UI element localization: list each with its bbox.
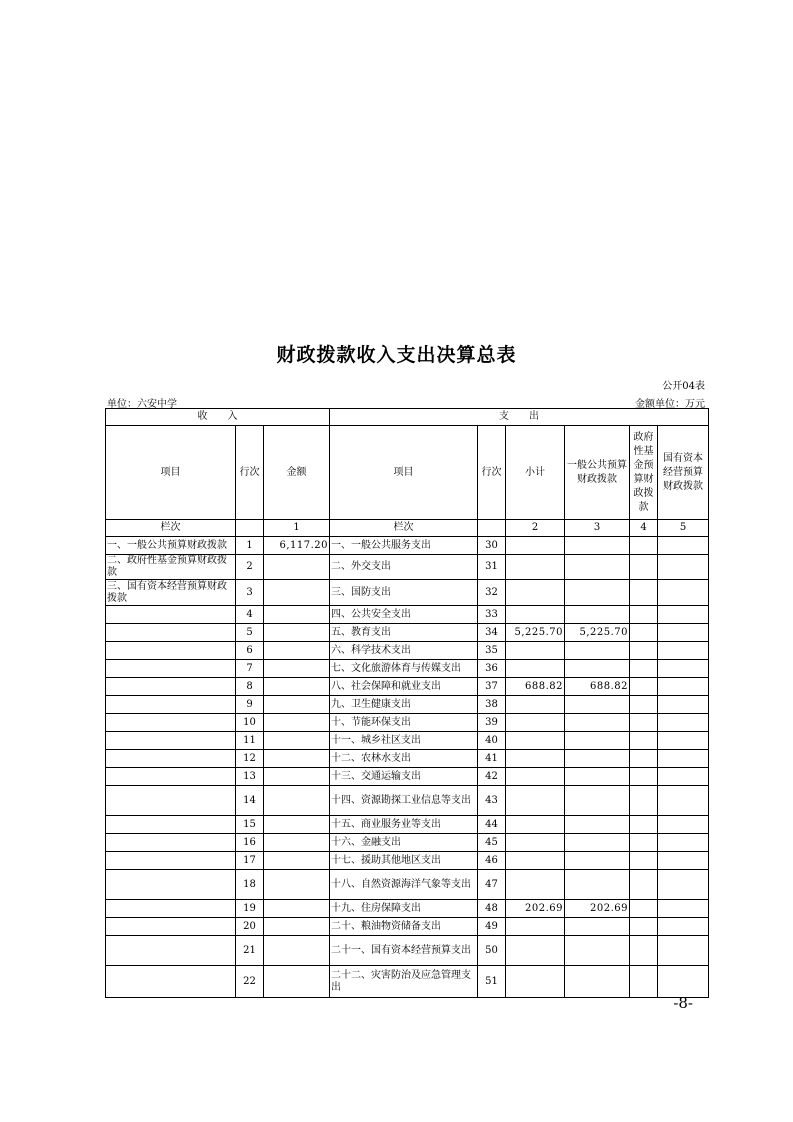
table-row: [106, 816, 709, 834]
state-capital-cell: [658, 678, 709, 696]
income-line-cell: 15: [236, 816, 264, 834]
table-row: [106, 537, 709, 555]
income-section-header: 收 入: [106, 409, 330, 426]
expense-line-cell: 45: [478, 834, 506, 852]
income-line-cell: 8: [236, 678, 264, 696]
income-line-cell: 11: [236, 732, 264, 750]
subtotal-cell: [506, 660, 565, 678]
table-row: [106, 834, 709, 852]
subtotal-cell: [506, 750, 565, 768]
expense-line-cell: 43: [478, 786, 506, 816]
income-item-cell: [106, 642, 236, 660]
state-capital-cell: [658, 870, 709, 900]
subtotal-cell: [506, 966, 565, 998]
expense-item-cell: 十二、农林水支出: [330, 750, 478, 768]
reporting-unit: 单位：六安中学: [107, 399, 177, 410]
expense-line-cell: 33: [478, 606, 506, 624]
income-amount-cell: [264, 580, 330, 606]
expense-line-cell: 42: [478, 768, 506, 786]
general-budget-cell: [565, 750, 630, 768]
expense-item-cell: 五、教育支出: [330, 624, 478, 642]
state-capital-cell: [658, 642, 709, 660]
state-capital-cell: [658, 768, 709, 786]
income-item-header: 项目: [106, 426, 236, 520]
income-item-cell: [106, 696, 236, 714]
gov-fund-header: 政府性基金预算财政拨款: [630, 426, 658, 520]
state-capital-cell: [658, 852, 709, 870]
expense-line-cell: 39: [478, 714, 506, 732]
budget-summary-table: [105, 408, 709, 998]
subtotal-cell: [506, 606, 565, 624]
expense-line-cell: 49: [478, 918, 506, 936]
expense-item-cell: 十六、金融支出: [330, 834, 478, 852]
expense-line-cell: 50: [478, 936, 506, 966]
state-capital-cell: [658, 580, 709, 606]
income-item-cell: [106, 732, 236, 750]
income-amount-cell: [264, 732, 330, 750]
income-line-cell: 17: [236, 852, 264, 870]
income-item-cell: 一、一般公共预算财政拨款: [106, 537, 236, 555]
table-row: [106, 786, 709, 816]
table-row: [106, 678, 709, 696]
subtotal-cell: [506, 642, 565, 660]
table-row: [106, 852, 709, 870]
subtotal-cell: [506, 696, 565, 714]
gov-fund-cell: [630, 786, 658, 816]
income-item-cell: [106, 660, 236, 678]
table-row: [106, 732, 709, 750]
general-budget-cell: [565, 537, 630, 555]
income-amount-cell: [264, 768, 330, 786]
expense-line-cell: 41: [478, 750, 506, 768]
income-amount-cell: [264, 834, 330, 852]
table-row: [106, 936, 709, 966]
income-line-cell: 13: [236, 768, 264, 786]
gov-fund-cell: [630, 768, 658, 786]
expense-line-cell: 40: [478, 732, 506, 750]
income-amount-cell: [264, 900, 330, 918]
income-line-cell: 9: [236, 696, 264, 714]
gov-fund-cell: [630, 580, 658, 606]
income-amount-cell: [264, 750, 330, 768]
income-amount-cell: [264, 870, 330, 900]
expense-line-cell: 38: [478, 696, 506, 714]
expense-item-cell: 二十二、灾害防治及应急管理支出: [330, 966, 478, 998]
income-amount-cell: [264, 642, 330, 660]
income-amount-cell: [264, 624, 330, 642]
general-budget-cell: 688.82: [565, 678, 630, 696]
column-index-cell: 3: [565, 520, 630, 537]
state-capital-cell: [658, 786, 709, 816]
gov-fund-cell: [630, 642, 658, 660]
general-budget-cell: [565, 714, 630, 732]
income-line-cell: 7: [236, 660, 264, 678]
expense-item-cell: 十八、自然资源海洋气象等支出: [330, 870, 478, 900]
table-row: [106, 750, 709, 768]
income-item-cell: [106, 834, 236, 852]
expense-line-cell: 31: [478, 555, 506, 580]
subtotal-cell: [506, 580, 565, 606]
state-capital-cell: [658, 900, 709, 918]
state-capital-cell: [658, 918, 709, 936]
subtotal-cell: [506, 714, 565, 732]
state-capital-cell: [658, 750, 709, 768]
expense-item-cell: 六、科学技术支出: [330, 642, 478, 660]
gov-fund-cell: [630, 714, 658, 732]
state-capital-cell: [658, 606, 709, 624]
expense-line-cell: 37: [478, 678, 506, 696]
table-row: [106, 642, 709, 660]
expense-item-cell: 十三、交通运输支出: [330, 768, 478, 786]
table-row: [106, 696, 709, 714]
state-capital-cell: [658, 816, 709, 834]
income-amount-cell: [264, 966, 330, 998]
expense-item-cell: 三、国防支出: [330, 580, 478, 606]
general-budget-cell: [565, 696, 630, 714]
expense-item-cell: 十七、援助其他地区支出: [330, 852, 478, 870]
expense-line-cell: 48: [478, 900, 506, 918]
page-number: -8-: [673, 994, 693, 1012]
subtotal-cell: [506, 555, 565, 580]
state-capital-cell: [658, 966, 709, 998]
subtotal-cell: 5,225.70: [506, 624, 565, 642]
income-item-cell: [106, 678, 236, 696]
expense-item-cell: 四、公共安全支出: [330, 606, 478, 624]
general-budget-cell: [565, 786, 630, 816]
state-capital-cell: [658, 537, 709, 555]
income-amount-cell: [264, 936, 330, 966]
expense-line-cell: 51: [478, 966, 506, 998]
table-row: [106, 900, 709, 918]
income-line-cell: 4: [236, 606, 264, 624]
income-amount-cell: [264, 816, 330, 834]
income-line-cell: 2: [236, 555, 264, 580]
general-budget-cell: [565, 660, 630, 678]
state-capital-cell: [658, 714, 709, 732]
income-amount-cell: [264, 714, 330, 732]
subtotal-header: 小计: [506, 426, 565, 520]
general-budget-cell: [565, 918, 630, 936]
expense-item-cell: 一、一般公共服务支出: [330, 537, 478, 555]
gov-fund-cell: [630, 852, 658, 870]
general-budget-cell: [565, 606, 630, 624]
income-line-cell: 18: [236, 870, 264, 900]
income-amount-cell: [264, 852, 330, 870]
expense-line-cell: 36: [478, 660, 506, 678]
income-item-cell: [106, 768, 236, 786]
general-budget-cell: [565, 580, 630, 606]
column-index-label: 栏次: [106, 520, 236, 537]
table-row: [106, 714, 709, 732]
table-row: [106, 555, 709, 580]
income-item-cell: 三、国有资本经营预算财政拨款: [106, 580, 236, 606]
income-amount-cell: [264, 606, 330, 624]
amount-unit: 金额单位：万元: [635, 399, 705, 410]
column-index-cell: 1: [264, 520, 330, 537]
gov-fund-cell: [630, 936, 658, 966]
subtotal-cell: 202.69: [506, 900, 565, 918]
gov-fund-cell: [630, 732, 658, 750]
expense-item-cell: 二十一、国有资本经营预算支出: [330, 936, 478, 966]
expense-line-cell: 44: [478, 816, 506, 834]
income-item-cell: [106, 786, 236, 816]
subtotal-cell: 688.82: [506, 678, 565, 696]
table-row: [106, 606, 709, 624]
expense-item-cell: 七、文化旅游体育与传媒支出: [330, 660, 478, 678]
state-capital-header: 国有资本经营预算财政拨款: [658, 426, 709, 520]
income-amount-cell: [264, 786, 330, 816]
subtotal-cell: [506, 768, 565, 786]
general-budget-cell: [565, 555, 630, 580]
expense-item-header: 项目: [330, 426, 478, 520]
column-index-cell: [478, 520, 506, 537]
income-line-cell: 20: [236, 918, 264, 936]
table-row: [106, 966, 709, 998]
subtotal-cell: [506, 537, 565, 555]
table-row: [106, 624, 709, 642]
expense-line-cell: 34: [478, 624, 506, 642]
expense-line-cell: 32: [478, 580, 506, 606]
expense-section-header: 支 出: [330, 409, 709, 426]
column-index-cell: 5: [658, 520, 709, 537]
income-line-header: 行次: [236, 426, 264, 520]
income-item-cell: [106, 816, 236, 834]
income-item-cell: [106, 606, 236, 624]
income-line-cell: 3: [236, 580, 264, 606]
expense-item-cell: 九、卫生健康支出: [330, 696, 478, 714]
state-capital-cell: [658, 936, 709, 966]
income-item-cell: 二、政府性基金预算财政拨款: [106, 555, 236, 580]
income-amount-cell: [264, 696, 330, 714]
expense-item-cell: 十一、城乡社区支出: [330, 732, 478, 750]
state-capital-cell: [658, 555, 709, 580]
table-row: [106, 918, 709, 936]
gov-fund-cell: [630, 900, 658, 918]
expense-line-cell: 47: [478, 870, 506, 900]
subtotal-cell: [506, 816, 565, 834]
income-item-cell: [106, 624, 236, 642]
expense-item-cell: 十九、住房保障支出: [330, 900, 478, 918]
page-title: 财政拨款收入支出决算总表: [276, 344, 517, 366]
expense-item-cell: 十、节能环保支出: [330, 714, 478, 732]
subtotal-cell: [506, 786, 565, 816]
form-code: 公开04表: [662, 381, 705, 392]
table-row: [106, 768, 709, 786]
column-index-cell: 4: [630, 520, 658, 537]
subtotal-cell: [506, 852, 565, 870]
expense-item-cell: 二、外交支出: [330, 555, 478, 580]
income-line-cell: 5: [236, 624, 264, 642]
gov-fund-cell: [630, 966, 658, 998]
column-header-row: [106, 426, 709, 520]
expense-item-cell: 八、社会保障和就业支出: [330, 678, 478, 696]
general-budget-cell: [565, 870, 630, 900]
gov-fund-cell: [630, 750, 658, 768]
expense-line-cell: 46: [478, 852, 506, 870]
section-header-row: [106, 409, 709, 426]
general-budget-cell: [565, 852, 630, 870]
state-capital-cell: [658, 834, 709, 852]
gov-fund-cell: [630, 816, 658, 834]
expense-item-cell: 十四、资源勘探工业信息等支出: [330, 786, 478, 816]
income-line-cell: 16: [236, 834, 264, 852]
income-item-cell: [106, 852, 236, 870]
income-item-cell: [106, 966, 236, 998]
income-item-cell: [106, 750, 236, 768]
column-index-row: [106, 520, 709, 537]
general-budget-cell: [565, 834, 630, 852]
gov-fund-cell: [630, 660, 658, 678]
general-budget-cell: [565, 768, 630, 786]
column-index-cell: 2: [506, 520, 565, 537]
general-budget-cell: [565, 816, 630, 834]
income-amount-cell: [264, 918, 330, 936]
general-budget-cell: 5,225.70: [565, 624, 630, 642]
expense-line-header: 行次: [478, 426, 506, 520]
subtotal-cell: [506, 732, 565, 750]
table-row: [106, 580, 709, 606]
state-capital-cell: [658, 732, 709, 750]
general-budget-cell: [565, 732, 630, 750]
gov-fund-cell: [630, 870, 658, 900]
income-line-cell: 21: [236, 936, 264, 966]
income-line-cell: 6: [236, 642, 264, 660]
gov-fund-cell: [630, 537, 658, 555]
expense-line-cell: 35: [478, 642, 506, 660]
gov-fund-cell: [630, 555, 658, 580]
income-line-cell: 22: [236, 966, 264, 998]
income-item-cell: [106, 936, 236, 966]
gov-fund-cell: [630, 606, 658, 624]
gov-fund-cell: [630, 918, 658, 936]
income-line-cell: 12: [236, 750, 264, 768]
state-capital-cell: [658, 660, 709, 678]
income-line-cell: 10: [236, 714, 264, 732]
gov-fund-cell: [630, 696, 658, 714]
subtotal-cell: [506, 870, 565, 900]
income-amount-cell: 6,117.20: [264, 537, 330, 555]
general-budget-cell: 202.69: [565, 900, 630, 918]
expense-item-cell: 十五、商业服务业等支出: [330, 816, 478, 834]
income-amount-cell: [264, 678, 330, 696]
gov-fund-cell: [630, 834, 658, 852]
income-line-cell: 14: [236, 786, 264, 816]
gov-fund-cell: [630, 624, 658, 642]
subtotal-cell: [506, 936, 565, 966]
subtotal-cell: [506, 834, 565, 852]
expense-item-cell: 二十、粮油物资储备支出: [330, 918, 478, 936]
state-capital-cell: [658, 624, 709, 642]
income-item-cell: [106, 900, 236, 918]
income-amount-cell: [264, 555, 330, 580]
income-amount-header: 金额: [264, 426, 330, 520]
general-budget-header: 一般公共预算财政拨款: [565, 426, 630, 520]
gov-fund-cell: [630, 678, 658, 696]
general-budget-cell: [565, 936, 630, 966]
table-row: [106, 870, 709, 900]
income-line-cell: 1: [236, 537, 264, 555]
income-item-cell: [106, 714, 236, 732]
income-item-cell: [106, 918, 236, 936]
income-amount-cell: [264, 660, 330, 678]
expense-line-cell: 30: [478, 537, 506, 555]
column-index-cell: [236, 520, 264, 537]
subtotal-cell: [506, 918, 565, 936]
general-budget-cell: [565, 966, 630, 998]
table-row: [106, 660, 709, 678]
state-capital-cell: [658, 696, 709, 714]
income-line-cell: 19: [236, 900, 264, 918]
column-index-label: 栏次: [330, 520, 478, 537]
income-item-cell: [106, 870, 236, 900]
general-budget-cell: [565, 642, 630, 660]
